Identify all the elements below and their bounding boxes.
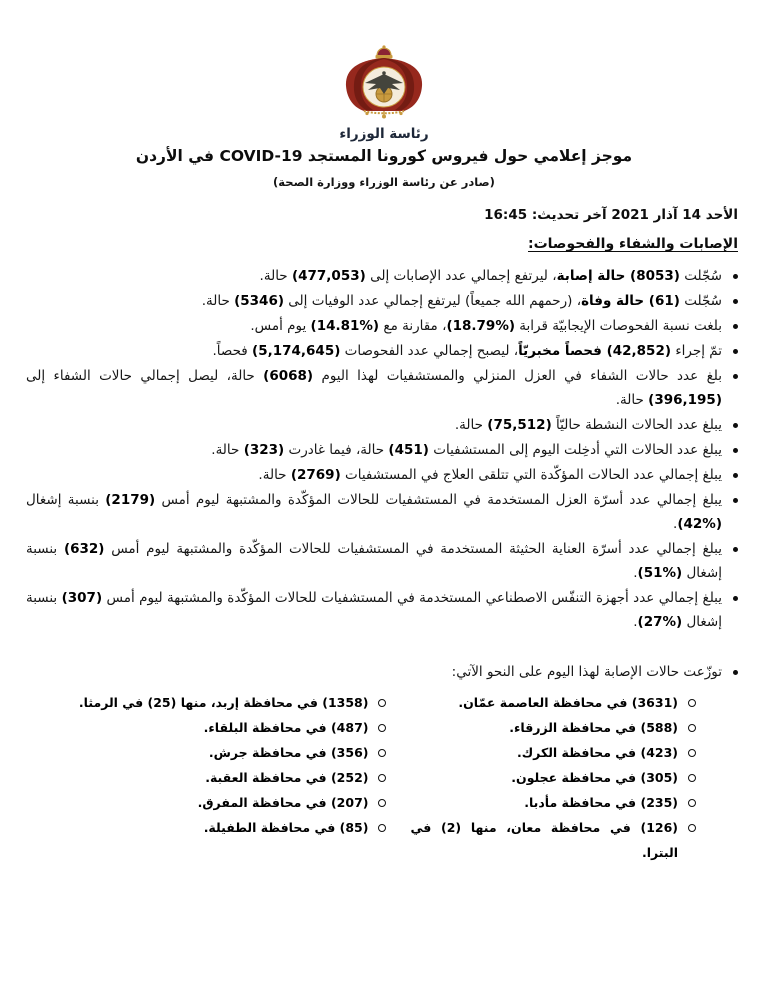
report-bullet bbox=[26, 438, 738, 462]
bullet-dot-icon bbox=[733, 473, 738, 478]
bullet-text: توزّعت حالات الإصابة لهذا اليوم على النحو الآتي: bbox=[451, 664, 722, 680]
bullet-dot-icon bbox=[733, 349, 738, 354]
report-bullet bbox=[26, 314, 738, 338]
governorate-item bbox=[410, 715, 696, 740]
bullet-text: يبلغ إجمالي عدد الحالات المؤكّدة التي تتلقى العلاج في المستشفيات (2769) حالة. bbox=[258, 467, 722, 483]
circle-marker-icon bbox=[688, 749, 696, 757]
governorate-text: (487) في محافظة البلقاء. bbox=[203, 720, 369, 735]
circle-marker-icon bbox=[378, 724, 386, 732]
report-bullet bbox=[26, 413, 738, 437]
report-bullet bbox=[26, 264, 738, 288]
date-last-updated: الأحد 14 آذار 2021 آخر تحديث: 16:45 bbox=[484, 207, 738, 223]
eagle-globe-icon bbox=[363, 67, 405, 107]
report-bullet bbox=[26, 339, 738, 363]
bullet-text: يبلغ عدد الحالات النشطة حاليّاً (75,512) حالة. bbox=[454, 417, 722, 433]
governorate-item bbox=[26, 815, 386, 840]
header-emblem-block bbox=[0, 0, 768, 142]
governorate-item bbox=[410, 790, 696, 815]
governorate-item bbox=[26, 690, 386, 715]
circle-marker-icon bbox=[688, 799, 696, 807]
report-title: موجز إعلامي حول فيروس كورونا المستجد COVID-19 في الأردن bbox=[135, 147, 633, 165]
governorate-text: (85) في محافظة الطفيلة. bbox=[203, 820, 369, 835]
governorate-text: (305) في محافظة عجلون. bbox=[511, 770, 678, 785]
bullet-text: تمّ إجراء (42,852) فحصاً مخبريّاً، ليصبح إجمالي عدد الفحوصات (5,174,645) فحصاً. bbox=[212, 343, 722, 359]
governorate-text: (356) في محافظة جرش. bbox=[208, 745, 369, 760]
governorate-text: (3631) في محافظة العاصمة عمّان. bbox=[458, 695, 678, 710]
bullet-text: سُجّلت (61) حالة وفاة، (رحمهم الله جميعاً) ليرتفع إجمالي عدد الوفيات إلى (5346) حالة. bbox=[201, 293, 722, 309]
prime-ministry-calligraphy: رئاسة الوزراء bbox=[339, 126, 429, 142]
circle-marker-icon bbox=[688, 774, 696, 782]
report-bullet bbox=[26, 289, 738, 313]
statistics-bullet-list bbox=[26, 264, 738, 684]
distribution-column-right bbox=[410, 690, 738, 865]
circle-marker-icon bbox=[378, 799, 386, 807]
bullet-dot-icon bbox=[733, 448, 738, 453]
governorate-text: (235) في محافظة مأدبا. bbox=[524, 795, 678, 810]
governorate-item bbox=[410, 740, 696, 765]
governorate-item bbox=[26, 790, 386, 815]
governorate-text: (1358) في محافظة إربد، منها (25) في الرمثا. bbox=[78, 695, 369, 710]
bullet-text: يبلغ إجمالي عدد أسرّة العناية الحثيثة المستخدمة في المستشفيات للحالات المؤكّدة والمشتبهة ليوم أمس (632) بنسبة إشغال (%51). bbox=[26, 541, 722, 581]
bullet-dot-icon bbox=[733, 498, 738, 503]
governorate-item bbox=[26, 740, 386, 765]
governorate-text: (252) في محافظة العقبة. bbox=[205, 770, 369, 785]
jordan-coat-of-arms-icon bbox=[331, 44, 437, 120]
report-bullet bbox=[26, 488, 738, 536]
report-bullet bbox=[26, 660, 738, 684]
report-bullet bbox=[26, 463, 738, 487]
crown-icon bbox=[376, 45, 393, 58]
bullet-dot-icon bbox=[733, 423, 738, 428]
governorate-item bbox=[26, 765, 386, 790]
report-bullet bbox=[26, 364, 738, 412]
governorate-text: (126) في محافظة معان، منها (2) في البترا. bbox=[410, 820, 678, 860]
report-bullet bbox=[26, 537, 738, 585]
report-bullet bbox=[26, 586, 738, 634]
governorate-item bbox=[26, 715, 386, 740]
report-subtitle: (صادر عن رئاسة الوزراء ووزارة الصحة) bbox=[273, 175, 495, 189]
bullet-text: سُجّلت (8053) حالة إصابة، ليرتفع إجمالي عدد الإصابات إلى (477,053) حالة. bbox=[259, 268, 722, 284]
bullet-dot-icon bbox=[733, 670, 738, 675]
circle-marker-icon bbox=[688, 824, 696, 832]
bullet-dot-icon bbox=[733, 274, 738, 279]
governorate-text: (207) في محافظة المفرق. bbox=[197, 795, 369, 810]
bullet-text: بلغت نسبة الفحوصات الإيجابيّة قرابة (%18.79)، مقارنة مع (%14.81) يوم أمس. bbox=[250, 318, 722, 334]
bullet-text: بلغ عدد حالات الشفاء في العزل المنزلي والمستشفيات لهذا اليوم (6068) حالة، ليصل إجمالي حالات الشفاء إلى (396,195) حالة. bbox=[26, 368, 722, 408]
circle-marker-icon bbox=[688, 699, 696, 707]
circle-marker-icon bbox=[378, 774, 386, 782]
bullet-dot-icon bbox=[733, 324, 738, 329]
bullet-text: يبلغ إجمالي عدد أجهزة التنفّس الاصطناعي المستخدمة في المستشفيات للحالات المؤكّدة والمشتبهة ليوم أمس (307) بنسبة إشغال (%27). bbox=[26, 590, 722, 630]
distribution-column-left bbox=[26, 690, 410, 865]
circle-marker-icon bbox=[378, 699, 386, 707]
bullet-dot-icon bbox=[733, 596, 738, 601]
circle-marker-icon bbox=[378, 749, 386, 757]
section-heading-cases-recovery-tests: الإصابات والشفاء والفحوصات: bbox=[528, 236, 738, 252]
bullet-dot-icon bbox=[733, 299, 738, 304]
governorate-item bbox=[410, 815, 696, 865]
bullet-dot-icon bbox=[733, 547, 738, 552]
governorate-text: (423) في محافظة الكرك. bbox=[516, 745, 678, 760]
circle-marker-icon bbox=[378, 824, 386, 832]
governorate-item bbox=[410, 690, 696, 715]
governorate-distribution-columns bbox=[26, 690, 738, 865]
governorate-item bbox=[410, 765, 696, 790]
bullet-dot-icon bbox=[733, 374, 738, 379]
bullet-text: يبلغ عدد الحالات التي أدخِلت اليوم إلى المستشفيات (451) حالة، فيما غادرت (323) حالة. bbox=[211, 442, 722, 458]
circle-marker-icon bbox=[688, 724, 696, 732]
governorate-text: (588) في محافظة الزرقاء. bbox=[509, 720, 678, 735]
bullet-text: يبلغ إجمالي عدد أسرّة العزل المستخدمة في المستشفيات للحالات المؤكّدة والمشتبهة ليوم أمس (2179) بنسبة إشغال (%42). bbox=[26, 492, 722, 532]
